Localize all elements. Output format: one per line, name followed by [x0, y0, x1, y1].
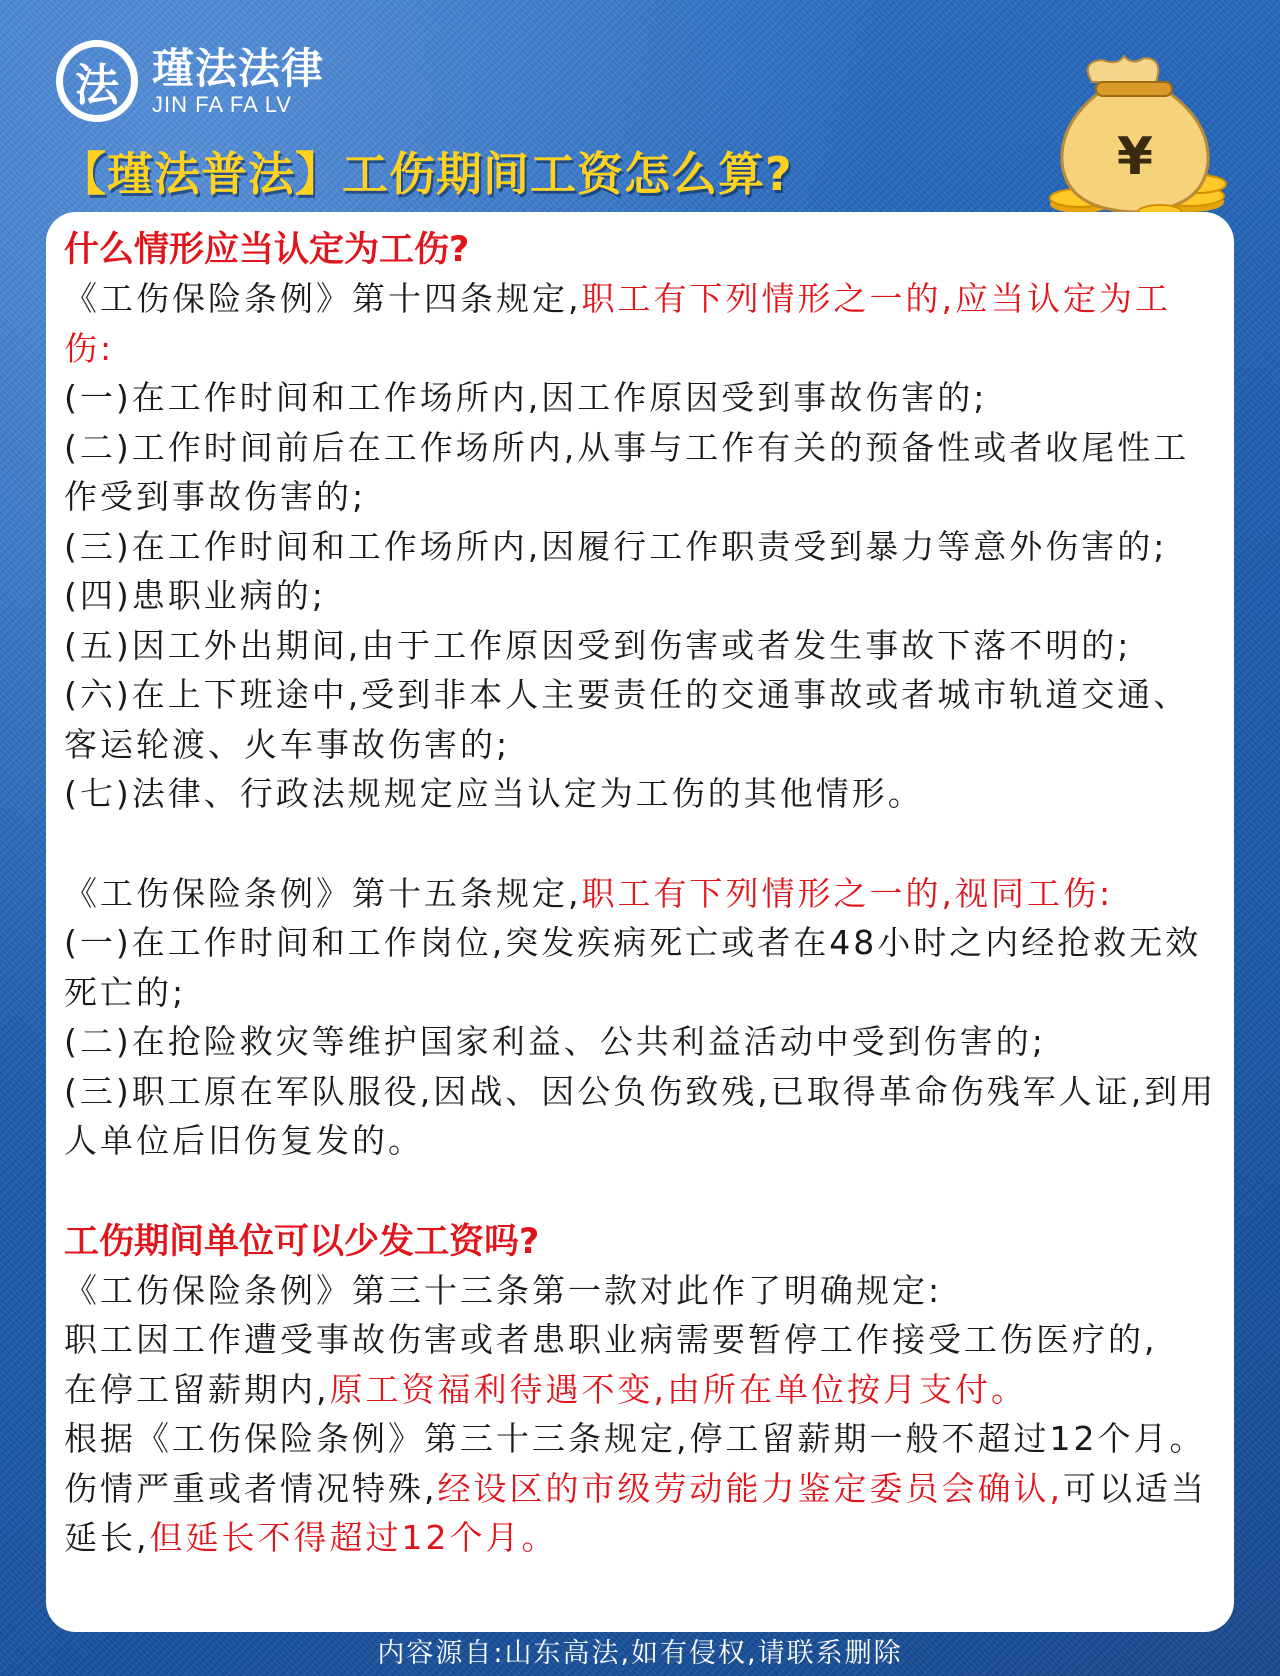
section2-heading: 工伤期间单位可以少发工资吗?	[64, 1221, 540, 1262]
article14-item: (一)在工作时间和工作场所内,因工作原因受到事故伤害的;	[64, 378, 988, 417]
source-footer: 内容源自:山东高法,如有侵权,请联系删除	[377, 1638, 903, 1669]
article14-item: (五)因工外出期间,由于工作原因受到伤害或者发生事故下落不明的;	[64, 625, 1132, 665]
section1-heading: 什么情形应当认定为工伤?	[64, 230, 470, 270]
money-bag-icon	[1040, 52, 1230, 222]
article15-intro	[64, 869, 1218, 919]
article33-line	[64, 1464, 1218, 1563]
line5-highlight2: 但延长不得超过12个月。	[149, 1518, 558, 1557]
line5-pre: 伤情严重或者情况特殊,	[64, 1468, 438, 1508]
article33-line: 职工因工作遭受事故伤害或者患职业病需要暂停工作接受工伤医疗的,	[64, 1320, 1158, 1359]
yuan-symbol: ¥	[1116, 127, 1154, 187]
article14-intro-text: 《工伤保险条例》第十四条规定,	[64, 279, 582, 318]
article15-highlight: 职工有下列情形之一的,视同工伤:	[581, 873, 1114, 913]
article14-item: (六)在上下班途中,受到非本人主要责任的交通事故或者城市轨道交通、客运轮渡、火车事故伤害的;	[64, 675, 1190, 764]
article33-line: 《工伤保险条例》第三十三条第一款对此作了明确规定:	[64, 1270, 943, 1310]
article15-item: (三)职工原在军队服役,因战、因公负伤致残,已取得革命伤残军人证,到用人单位后旧伤复发的。	[64, 1071, 1217, 1160]
article14-intro	[64, 274, 1218, 373]
article14-item: (三)在工作时间和工作场所内,因履行工作职责受到暴力等意外伤害的;	[64, 526, 1168, 566]
brand-logo	[56, 40, 324, 122]
page-title: 【瑾法普法】工伤期间工资怎么算?	[60, 147, 793, 201]
logo-mark	[56, 40, 138, 122]
article14-item: (四)患职业病的;	[64, 576, 326, 615]
article15-item: (一)在工作时间和工作岗位,突发疾病死亡或者在48小时之内经抢救无效死亡的;	[64, 923, 1202, 1012]
line3-highlight: 原工资福利待遇不变,由所在单位按月支付。	[329, 1369, 1027, 1409]
brand-name-en: JIN FA FA LV	[152, 92, 292, 117]
brand-name-cn: 瑾法法律	[152, 44, 325, 93]
content-card	[46, 212, 1234, 1632]
article14-item: (二)工作时间前后在工作场所内,从事与工作有关的预备性或者收尾性工作受到事故伤害的;	[64, 427, 1190, 516]
article33-line: 根据《工伤保险条例》第三十三条规定,停工留薪期一般不超过12个月。	[64, 1419, 1206, 1458]
line3-pre: 在停工留薪期内,	[64, 1369, 330, 1409]
article14-item: (七)法律、行政法规规定应当认定为工伤的其他情形。	[64, 774, 924, 813]
article14-highlight: 职工有下列情形之一的,应当认定为工伤:	[64, 279, 1171, 368]
logo-text	[152, 45, 324, 117]
logo-mark-char: 法	[75, 60, 119, 111]
line5-highlight: 经设区的市级劳动能力鉴定委员会确认,	[437, 1468, 1063, 1508]
article15-intro-text: 《工伤保险条例》第十五条规定,	[64, 873, 582, 913]
article33-line	[64, 1365, 1218, 1415]
article15-item: (二)在抢险救灾等维护国家利益、公共利益活动中受到伤害的;	[64, 1022, 1046, 1061]
line5-post: 可以适当延长,	[64, 1468, 1207, 1557]
